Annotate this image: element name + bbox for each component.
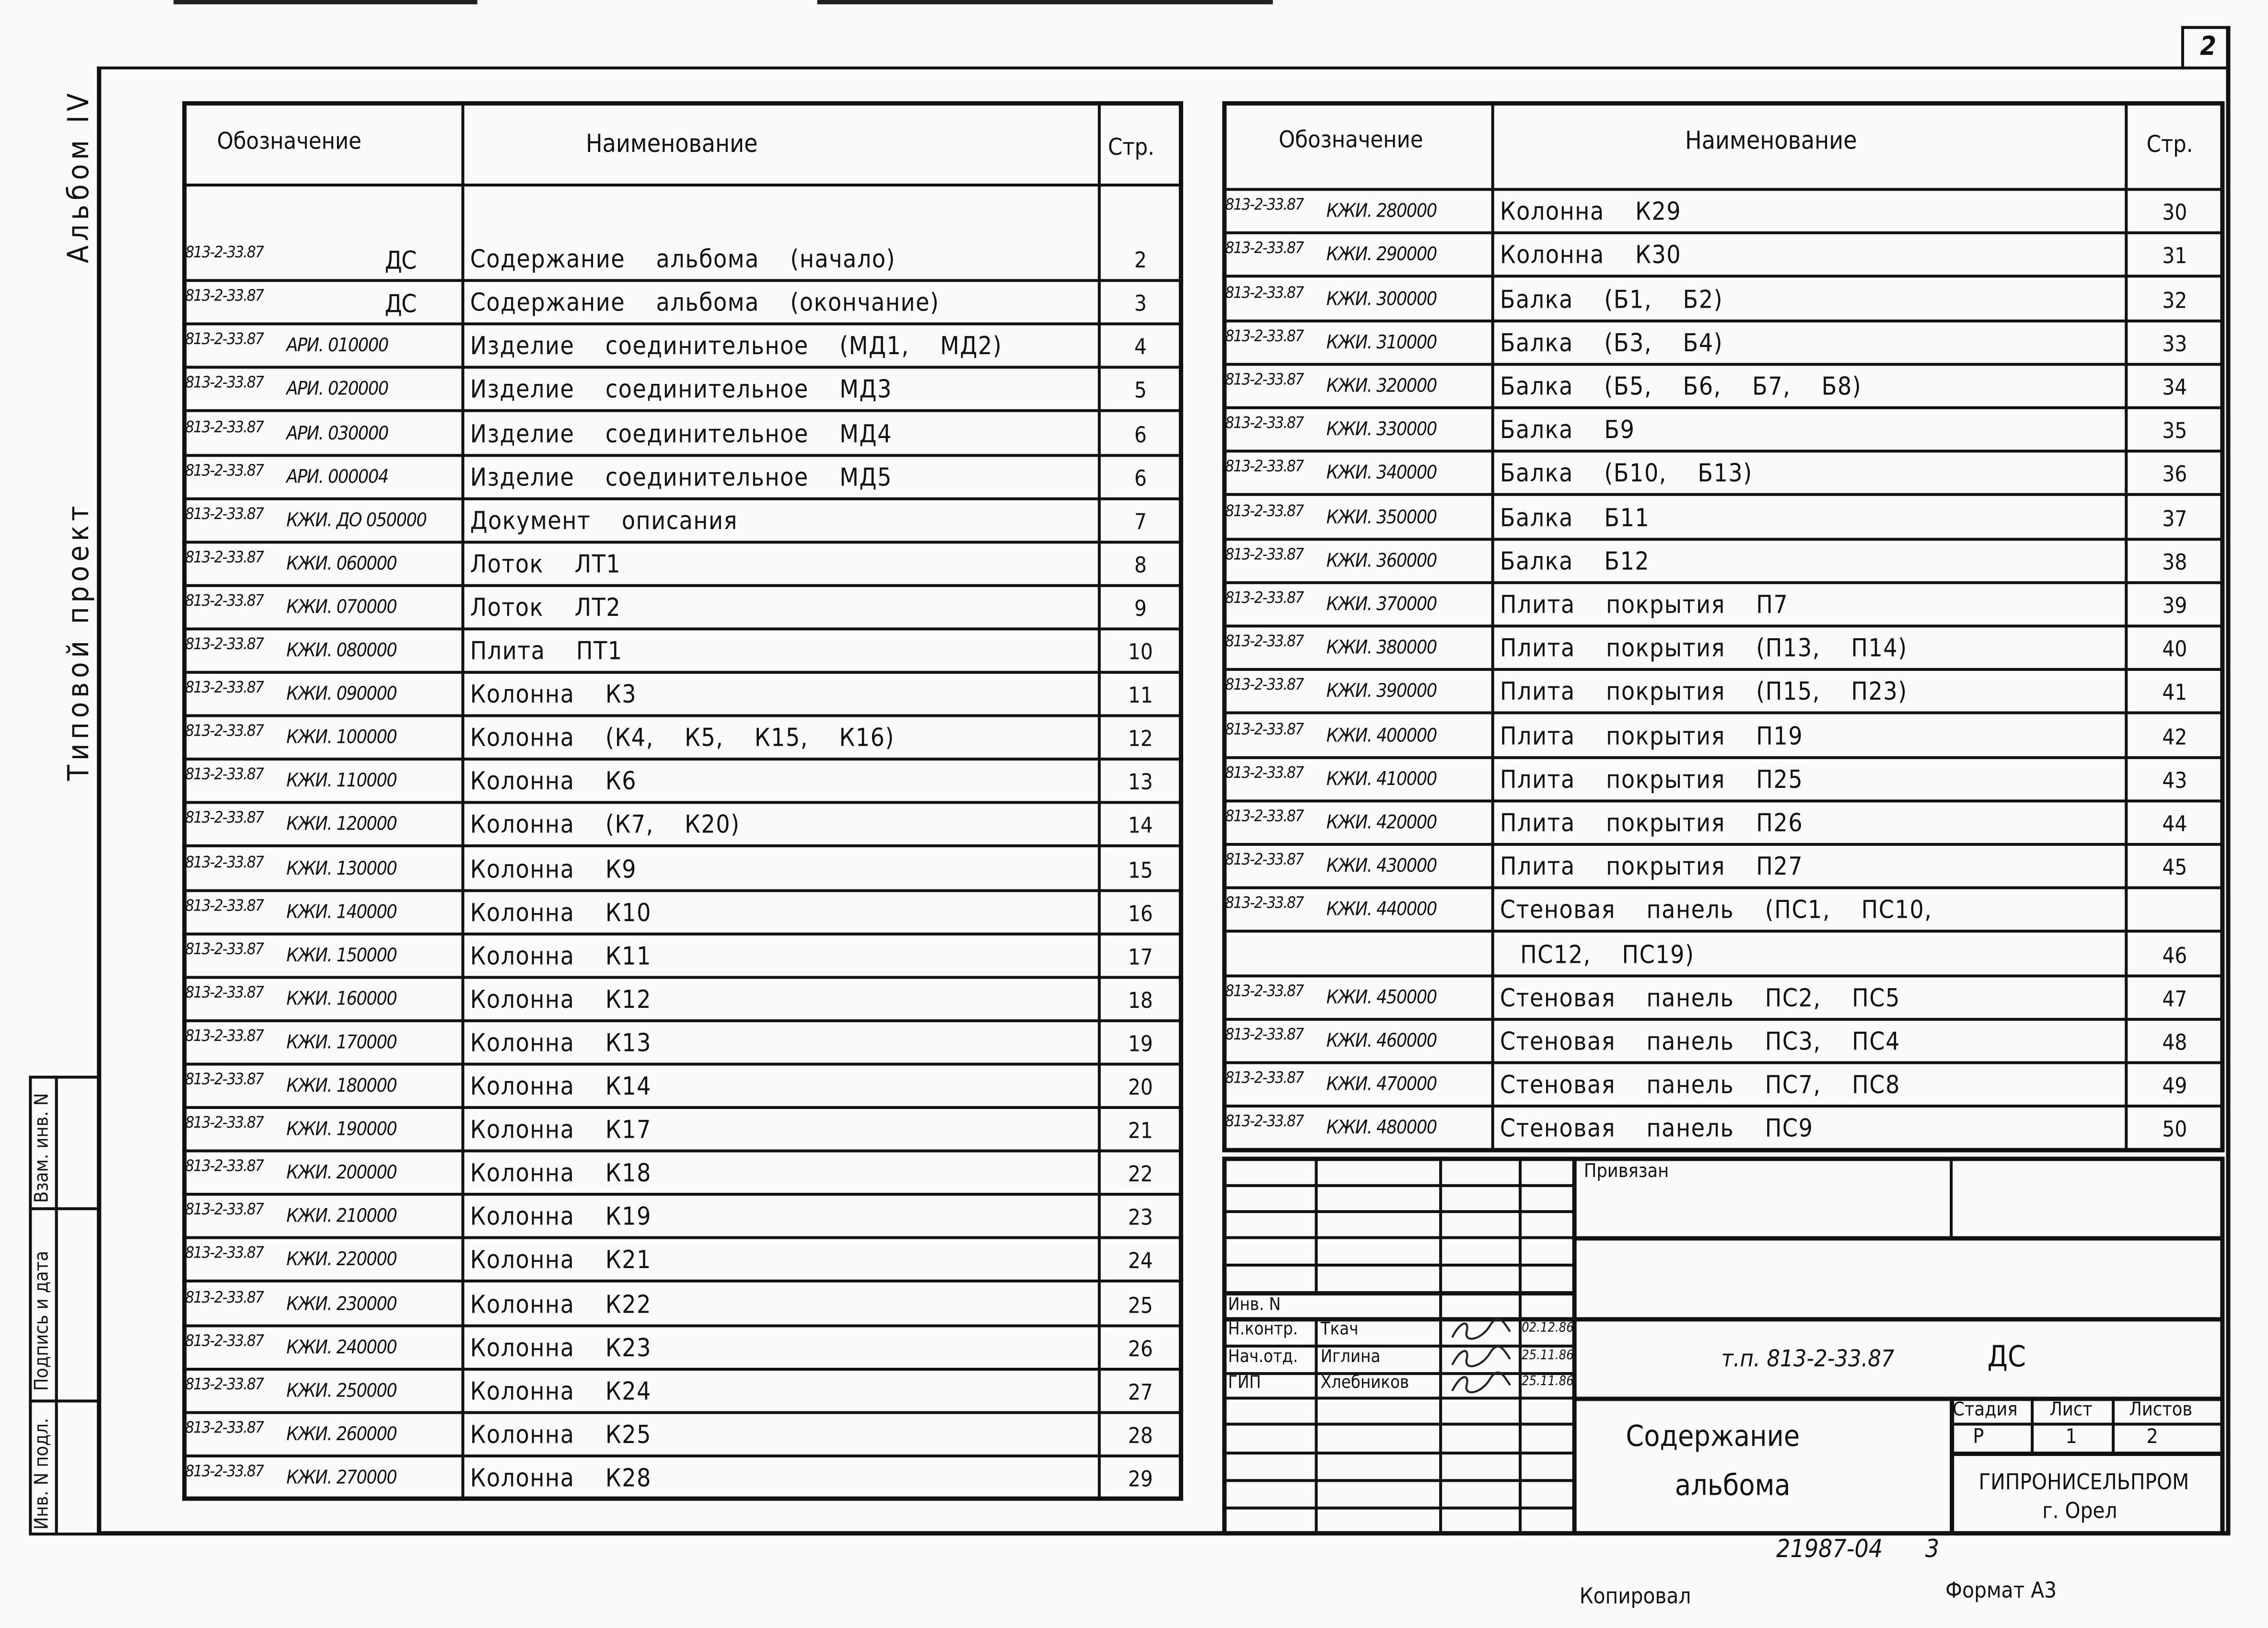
series-code: 813-2-33.87 (185, 504, 264, 523)
page-number: 50 (2162, 1117, 2187, 1143)
document-code: КЖИ. 170000 (286, 1032, 397, 1054)
item-name: Колонна К23 (470, 1334, 651, 1363)
row-divider (1222, 1149, 2225, 1152)
page-number: 41 (2162, 680, 2187, 706)
page-number: 20 (1128, 1074, 1153, 1100)
document-code: ДС (384, 290, 416, 320)
series-code: 813-2-33.87 (1225, 763, 1303, 782)
page-number: 25 (1128, 1292, 1153, 1318)
item-name: Колонна К19 (470, 1203, 651, 1233)
document-code: КЖИ. 070000 (286, 597, 397, 619)
page-number: 32 (2162, 287, 2187, 313)
page-number: 31 (2162, 243, 2187, 270)
series-code: 813-2-33.87 (1225, 1025, 1303, 1044)
item-name: Колонна К14 (470, 1073, 651, 1102)
document-code: КЖИ. 350000 (1326, 507, 1437, 529)
series-code: 813-2-33.87 (1225, 414, 1303, 433)
item-name: Колонна К10 (470, 899, 651, 928)
document-code: КЖИ. 160000 (286, 988, 397, 1011)
series-code: 813-2-33.87 (1225, 195, 1303, 215)
page-number: 45 (2162, 854, 2187, 881)
page-number: 24 (1128, 1248, 1153, 1275)
document-code: КЖИ. 230000 (286, 1293, 397, 1315)
item-name: Плита покрытия П7 (1500, 591, 1789, 621)
document-code: АРИ. 010000 (286, 335, 388, 358)
series-code: 813-2-33.87 (1225, 283, 1303, 302)
item-name: Стеновая панель ПС2, ПС5 (1500, 984, 1900, 1014)
document-code: КЖИ. 320000 (1326, 376, 1437, 398)
series-code: 813-2-33.87 (185, 243, 264, 262)
table-row (1222, 930, 2225, 974)
header-page: Стр. (1108, 133, 1155, 161)
signature-mark (1446, 1344, 1513, 1370)
stamp-label-signature: Подпись и дата (32, 1250, 54, 1391)
series-code: 813-2-33.87 (185, 1113, 264, 1132)
document-code: КЖИ. 370000 (1326, 594, 1437, 616)
format-label: Формат А3 (1945, 1577, 2057, 1604)
document-code: КЖИ. 470000 (1326, 1074, 1437, 1097)
item-name: ПС12, ПС19) (1520, 940, 1695, 970)
item-name: Колонна К6 (470, 768, 637, 797)
item-name: Изделие соединительное МД5 (470, 463, 892, 493)
document-code: КЖИ. 250000 (286, 1380, 397, 1402)
item-name: Колонна К25 (470, 1421, 651, 1450)
document-code: КЖИ. 300000 (1326, 289, 1437, 311)
document-code: АРИ. 000004 (286, 466, 388, 488)
series-code: 813-2-33.87 (185, 1331, 264, 1350)
item-name: Колонна К22 (470, 1290, 651, 1319)
item-name: Плита покрытия (П13, П14) (1500, 635, 1907, 664)
signature-date: 25.11.86 (1522, 1348, 1574, 1363)
page-number: 34 (2162, 374, 2187, 401)
document-code: КЖИ. 150000 (286, 945, 397, 967)
header-name: Наименование (585, 130, 758, 159)
page-number: 30 (2162, 199, 2187, 226)
series-code: 813-2-33.87 (1225, 807, 1303, 826)
page-number: 49 (2162, 1073, 2187, 1099)
page-number: 11 (1128, 682, 1153, 709)
page-number: 44 (2162, 811, 2187, 837)
series-code: 813-2-33.87 (185, 896, 264, 915)
document-code: КЖИ. 430000 (1326, 856, 1437, 878)
signer-name: Ткач (1320, 1318, 1359, 1339)
item-name: Балка (Б10, Б13) (1500, 460, 1753, 489)
designation: т.п. 813-2-33.87 (1721, 1344, 1895, 1373)
series-code: 813-2-33.87 (185, 808, 264, 828)
page-number: 18 (1128, 987, 1153, 1014)
copied-label: Копировал (1579, 1583, 1691, 1609)
stage-label: Стадия (1953, 1399, 2018, 1421)
page-number: 7 (1134, 508, 1147, 535)
document-code: КЖИ. 410000 (1326, 769, 1437, 791)
document-code: КЖИ. 340000 (1326, 463, 1437, 485)
series-code: 813-2-33.87 (1225, 676, 1303, 695)
series-code: 813-2-33.87 (185, 765, 264, 785)
series-code: 813-2-33.87 (1225, 239, 1303, 258)
document-code: КЖИ. 140000 (286, 901, 397, 924)
page-number: 17 (1128, 944, 1153, 970)
page-number: 42 (2162, 724, 2187, 750)
document-code: КЖИ. 260000 (286, 1424, 397, 1446)
page-number: 29 (1128, 1466, 1153, 1492)
document-code: КЖИ. 240000 (286, 1337, 397, 1359)
album-label: Альбом IV (60, 89, 96, 264)
page-number: 48 (2162, 1029, 2187, 1056)
item-name: Плита ПТ1 (470, 637, 623, 667)
document-code: КЖИ. 440000 (1326, 900, 1437, 922)
page-number: 23 (1128, 1204, 1153, 1231)
item-name: Колонна К3 (470, 681, 637, 710)
series-code: 813-2-33.87 (185, 591, 264, 610)
document-code: КЖИ. 220000 (286, 1249, 397, 1272)
series-code: 813-2-33.87 (1225, 544, 1303, 564)
item-name: Колонна К12 (470, 985, 651, 1015)
signer-name: Иглина (1320, 1345, 1381, 1366)
item-name: Содержание альбома (начало) (470, 246, 896, 275)
series-code: 813-2-33.87 (185, 330, 264, 349)
page-number: 15 (1128, 856, 1153, 883)
item-name: Колонна К30 (1500, 242, 1682, 271)
city: г. Орел (2042, 1498, 2117, 1524)
page-number: 37 (2162, 505, 2187, 531)
document-code: КЖИ. 280000 (1326, 201, 1437, 223)
page-number: 43 (2162, 767, 2187, 794)
page-number: 36 (2162, 462, 2187, 488)
document-code: КЖИ. 090000 (286, 684, 397, 706)
page-number: 22 (1128, 1161, 1153, 1188)
project-label: Типовой проект (60, 501, 96, 781)
series-code: 813-2-33.87 (185, 1026, 264, 1045)
page-number: 9 (1134, 595, 1147, 622)
page-number: 26 (1128, 1335, 1153, 1362)
series-code: 813-2-33.87 (185, 1070, 264, 1089)
sheet-value: 1 (2065, 1425, 2077, 1449)
document-code: КЖИ. 190000 (286, 1119, 397, 1141)
page-number: 6 (1134, 465, 1147, 491)
item-name: Балка (Б5, Б6, Б7, Б8) (1500, 373, 1862, 402)
series-code: 813-2-33.87 (185, 721, 264, 741)
series-code: 813-2-33.87 (1225, 457, 1303, 476)
series-code: 813-2-33.87 (185, 1374, 264, 1394)
organization: ГИПРОНИСЕЛЬПРОМ (1978, 1469, 2189, 1495)
page-number: 40 (2162, 636, 2187, 663)
page-number: 38 (2162, 549, 2187, 576)
signature-date: 25.11.86 (1522, 1375, 1574, 1390)
stamp-label-replace: Взам. инв. N (32, 1093, 54, 1203)
series-code: 813-2-33.87 (185, 461, 264, 480)
signature-date: 02.12.86 (1522, 1321, 1574, 1336)
item-name: Плита покрытия (П15, П23) (1500, 679, 1907, 708)
title-line-1: Содержание (1626, 1418, 1800, 1453)
series-code: 813-2-33.87 (185, 982, 264, 1002)
series-code: 813-2-33.87 (185, 373, 264, 393)
item-name: Содержание альбома (окончание) (470, 289, 940, 319)
series-code: 813-2-33.87 (185, 939, 264, 958)
archive-sheet: 3 (1925, 1535, 1940, 1565)
document-code: КЖИ. 310000 (1326, 332, 1437, 354)
series-code: 813-2-33.87 (1225, 588, 1303, 608)
series-code: 813-2-33.87 (1225, 850, 1303, 869)
series-code: 813-2-33.87 (1225, 501, 1303, 520)
page-number: 47 (2162, 985, 2187, 1012)
page-number: 28 (1128, 1422, 1153, 1449)
document-code: КЖИ. 200000 (286, 1163, 397, 1185)
series-code: 813-2-33.87 (185, 1418, 264, 1437)
item-name: Плита покрытия П25 (1500, 766, 1803, 795)
linked-label: Привязан (1583, 1161, 1669, 1183)
series-code: 813-2-33.87 (1225, 981, 1303, 1001)
document-code: КЖИ. 180000 (286, 1075, 397, 1097)
item-name: Колонна К21 (470, 1247, 651, 1276)
item-name: Плита покрытия П26 (1500, 809, 1803, 839)
header-name: Наименование (1685, 127, 1857, 156)
header-designation: Обозначение (217, 127, 361, 155)
page-number: 6 (1134, 421, 1147, 448)
signature-mark (1446, 1371, 1513, 1397)
item-name: Колонна К29 (1500, 198, 1682, 228)
item-name: Колонна К11 (470, 942, 651, 971)
page-number: 3 (1134, 290, 1147, 317)
item-name: Изделие соединительное МД4 (470, 420, 892, 449)
series-code: 813-2-33.87 (1225, 632, 1303, 651)
page-number: 10 (1128, 639, 1153, 665)
header-designation: Обозначение (1279, 126, 1423, 153)
doc-code: ДС (1987, 1339, 2026, 1374)
document-code: КЖИ. 210000 (286, 1206, 397, 1228)
series-code: 813-2-33.87 (185, 1287, 264, 1306)
item-name: Балка Б12 (1500, 547, 1650, 577)
series-code: 813-2-33.87 (185, 635, 264, 654)
item-name: Плита покрытия П27 (1500, 853, 1803, 882)
page-number: 35 (2162, 418, 2187, 444)
top-edge-mark (174, 0, 477, 4)
series-code: 813-2-33.87 (185, 1461, 264, 1480)
item-name: Балка Б11 (1500, 504, 1650, 533)
series-code: 813-2-33.87 (185, 852, 264, 871)
series-code: 813-2-33.87 (185, 1200, 264, 1220)
series-code: 813-2-33.87 (185, 547, 264, 567)
item-name: Балка (Б3, Б4) (1500, 329, 1723, 358)
item-name: Колонна К9 (470, 855, 637, 884)
stage-value: Р (1973, 1425, 1984, 1449)
document-code: КЖИ. 400000 (1326, 725, 1437, 747)
page-number: 33 (2162, 331, 2187, 357)
series-code: 813-2-33.87 (1225, 370, 1303, 389)
sheet-number: 2 (2200, 32, 2217, 62)
series-code: 813-2-33.87 (185, 286, 264, 306)
series-code: 813-2-33.87 (185, 678, 264, 697)
signer-name: Хлебников (1320, 1372, 1409, 1393)
item-name: Плита покрытия П19 (1500, 722, 1803, 751)
series-code: 813-2-33.87 (185, 417, 264, 436)
sheets-value: 2 (2146, 1425, 2158, 1449)
series-code: 813-2-33.87 (1225, 1069, 1303, 1088)
series-code: 813-2-33.87 (1225, 894, 1303, 913)
page-number: 14 (1128, 813, 1153, 839)
item-name: Колонна К24 (470, 1377, 651, 1407)
document-code: КЖИ. 330000 (1326, 419, 1437, 441)
document-code: КЖИ. 290000 (1326, 245, 1437, 267)
page-number: 5 (1134, 378, 1147, 404)
document-code: АРИ. 020000 (286, 379, 388, 401)
sheet-label: Лист (2049, 1399, 2093, 1421)
document-code: КЖИ. 420000 (1326, 812, 1437, 834)
item-name: Балка Б9 (1500, 416, 1635, 446)
page-number: 19 (1128, 1030, 1153, 1057)
stamp-label-inv: Инв. N подл. (32, 1418, 54, 1530)
item-name: Колонна К18 (470, 1160, 651, 1189)
document-code: КЖИ. 270000 (286, 1467, 397, 1489)
series-code: 813-2-33.87 (1225, 1112, 1303, 1132)
signature-mark (1446, 1317, 1513, 1343)
page-number: 46 (2162, 942, 2187, 969)
series-code: 813-2-33.87 (1225, 719, 1303, 739)
document-code: КЖИ. 360000 (1326, 550, 1437, 573)
top-edge-mark (817, 0, 1273, 4)
page-number: 21 (1128, 1118, 1153, 1144)
item-name: Колонна (К4, К5, К15, К16) (470, 725, 895, 754)
signature-role: ГИП (1228, 1372, 1261, 1393)
header-page: Стр. (2146, 130, 2193, 158)
page-number: 12 (1128, 726, 1153, 752)
item-name: Лоток ЛТ1 (470, 550, 621, 580)
item-name: Колонна К13 (470, 1029, 651, 1059)
series-code: 813-2-33.87 (185, 1244, 264, 1263)
document-code: АРИ. 030000 (286, 423, 388, 445)
document-code: КЖИ. 480000 (1326, 1118, 1437, 1140)
item-name: Стеновая панель ПС3, ПС4 (1500, 1028, 1900, 1057)
document-code: КЖИ. 060000 (286, 553, 397, 576)
document-code: КЖИ. 100000 (286, 727, 397, 750)
inv-label: Инв. N (1228, 1294, 1281, 1315)
document-code: ДС (384, 247, 416, 277)
series-code: 813-2-33.87 (185, 1157, 264, 1176)
page-number: 8 (1134, 552, 1147, 578)
item-name: Стеновая панель ПС9 (1500, 1115, 1814, 1144)
title-line-2: альбома (1675, 1467, 1791, 1502)
item-name: Балка (Б1, Б2) (1500, 286, 1723, 315)
document-code: КЖИ. 390000 (1326, 681, 1437, 704)
document-code: КЖИ. 460000 (1326, 1031, 1437, 1053)
document-code: КЖИ. 380000 (1326, 638, 1437, 660)
item-name: Лоток ЛТ2 (470, 594, 621, 623)
archive-number: 21987-04 (1776, 1535, 1883, 1565)
page-number: 27 (1128, 1379, 1153, 1405)
item-name: Стеновая панель ПС7, ПС8 (1500, 1072, 1900, 1101)
item-name: Стеновая панель (ПС1, ПС10, (1500, 897, 1932, 926)
item-name: Изделие соединительное (МД1, МД2) (470, 333, 1002, 362)
document-code: КЖИ. 120000 (286, 814, 397, 836)
document-code: КЖИ. ДО 050000 (286, 510, 427, 532)
document-code: КЖИ. 110000 (286, 771, 397, 793)
document-code: КЖИ. 080000 (286, 640, 397, 662)
document-code: КЖИ. 130000 (286, 858, 397, 880)
item-name: Колонна К17 (470, 1116, 651, 1145)
item-name: Документ описания (470, 507, 738, 536)
document-code: КЖИ. 450000 (1326, 987, 1437, 1009)
item-name: Колонна К28 (470, 1464, 651, 1494)
item-name: Колонна (К7, К20) (470, 811, 740, 841)
signature-role: Нач.отд. (1228, 1345, 1298, 1366)
page-number: 39 (2162, 592, 2187, 619)
signature-role: Н.контр. (1228, 1318, 1298, 1339)
item-name: Изделие соединительное МД3 (470, 376, 892, 405)
page-number: 16 (1128, 900, 1153, 926)
row-divider (182, 1498, 1183, 1501)
series-code: 813-2-33.87 (1225, 326, 1303, 346)
page-number: 2 (1134, 247, 1147, 274)
sheets-label: Листов (2129, 1399, 2193, 1421)
page-number: 13 (1128, 769, 1153, 796)
page-number: 4 (1134, 334, 1147, 361)
